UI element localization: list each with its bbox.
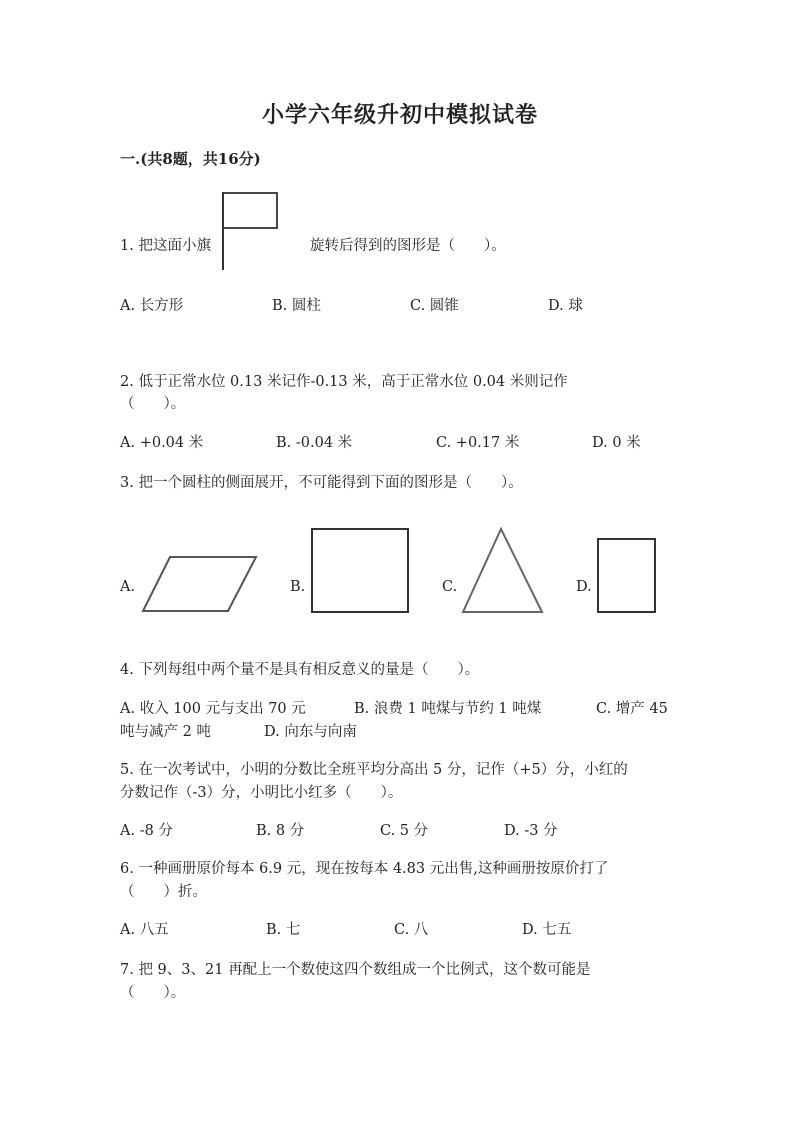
question-7-line1: 7. 把 9、3、21 再配上一个数使这四个数组成一个比例式，这个数可能是: [120, 962, 591, 978]
q4-option-d: D. 向东与向南: [264, 724, 357, 740]
triangle-figure: [460, 526, 546, 616]
q1-option-a: A. 长方形: [120, 298, 184, 314]
q5-option-c: C. 5 分: [380, 823, 429, 839]
q2-option-b: B. -0.04 米: [276, 435, 353, 451]
q6-option-a: A. 八五: [120, 922, 169, 938]
q2-option-c: C. +0.17 米: [436, 435, 520, 451]
question-3-text: 3. 把一个圆柱的侧面展开，不可能得到下面的图形是（ ）。: [120, 475, 523, 491]
question-1-text-before: 1. 把这面小旗: [120, 238, 211, 254]
q3-label-c: C.: [442, 579, 458, 595]
q3-label-b: B.: [290, 579, 306, 595]
question-4-text: 4. 下列每组中两个量不是具有相反意义的量是（ ）。: [120, 662, 480, 678]
page-title: 小学六年级升初中模拟试卷: [261, 102, 538, 128]
q4-option-a: A. 收入 100 元与支出 70 元: [120, 701, 306, 717]
section-heading: 一.(共8题，共16分): [120, 150, 261, 168]
question-1-text-after: 旋转后得到的图形是（ ）。: [310, 238, 506, 254]
question-5-line2: 分数记作（-3）分，小明比小红多（ ）。: [120, 785, 403, 801]
q3-label-d: D.: [576, 579, 592, 595]
q1-option-d: D. 球: [548, 298, 583, 314]
q5-option-a: A. -8 分: [120, 823, 173, 839]
q6-option-d: D. 七五: [522, 922, 572, 938]
q6-option-c: C. 八: [394, 922, 429, 938]
q5-option-d: D. -3 分: [504, 823, 558, 839]
square-figure: [310, 527, 412, 615]
q3-label-a: A.: [120, 579, 136, 595]
question-7-line2: （ ）。: [120, 985, 186, 1001]
q2-option-d: D. 0 米: [592, 435, 641, 451]
q4-option-b: B. 浪费 1 吨煤与节约 1 吨煤: [354, 701, 542, 717]
q2-option-a: A. +0.04 米: [120, 435, 204, 451]
question-6-line2: （ ）折。: [120, 884, 207, 900]
q6-option-b: B. 七: [266, 922, 301, 938]
question-6-line1: 6. 一种画册原价每本 6.9 元，现在按每本 4.83 元出售,这种画册按原价打了: [120, 861, 609, 877]
q5-option-b: B. 8 分: [256, 823, 305, 839]
q1-option-c: C. 圆锥: [410, 298, 459, 314]
question-2-line2: （ ）。: [120, 396, 186, 412]
q4-option-c: C. 增产 45: [596, 701, 668, 717]
q4-option-c-continued: 吨与减产 2 吨: [120, 724, 211, 740]
rectangle-figure: [596, 537, 658, 615]
question-5-line1: 5. 在一次考试中，小明的分数比全班平均分高出 5 分，记作（+5）分，小红的: [120, 762, 628, 778]
question-2-line1: 2. 低于正常水位 0.13 米记作-0.13 米，高于正常水位 0.04 米则记作: [120, 374, 568, 390]
parallelogram-figure: [140, 553, 260, 615]
flag-figure: [220, 190, 280, 272]
q1-option-b: B. 圆柱: [272, 298, 321, 314]
